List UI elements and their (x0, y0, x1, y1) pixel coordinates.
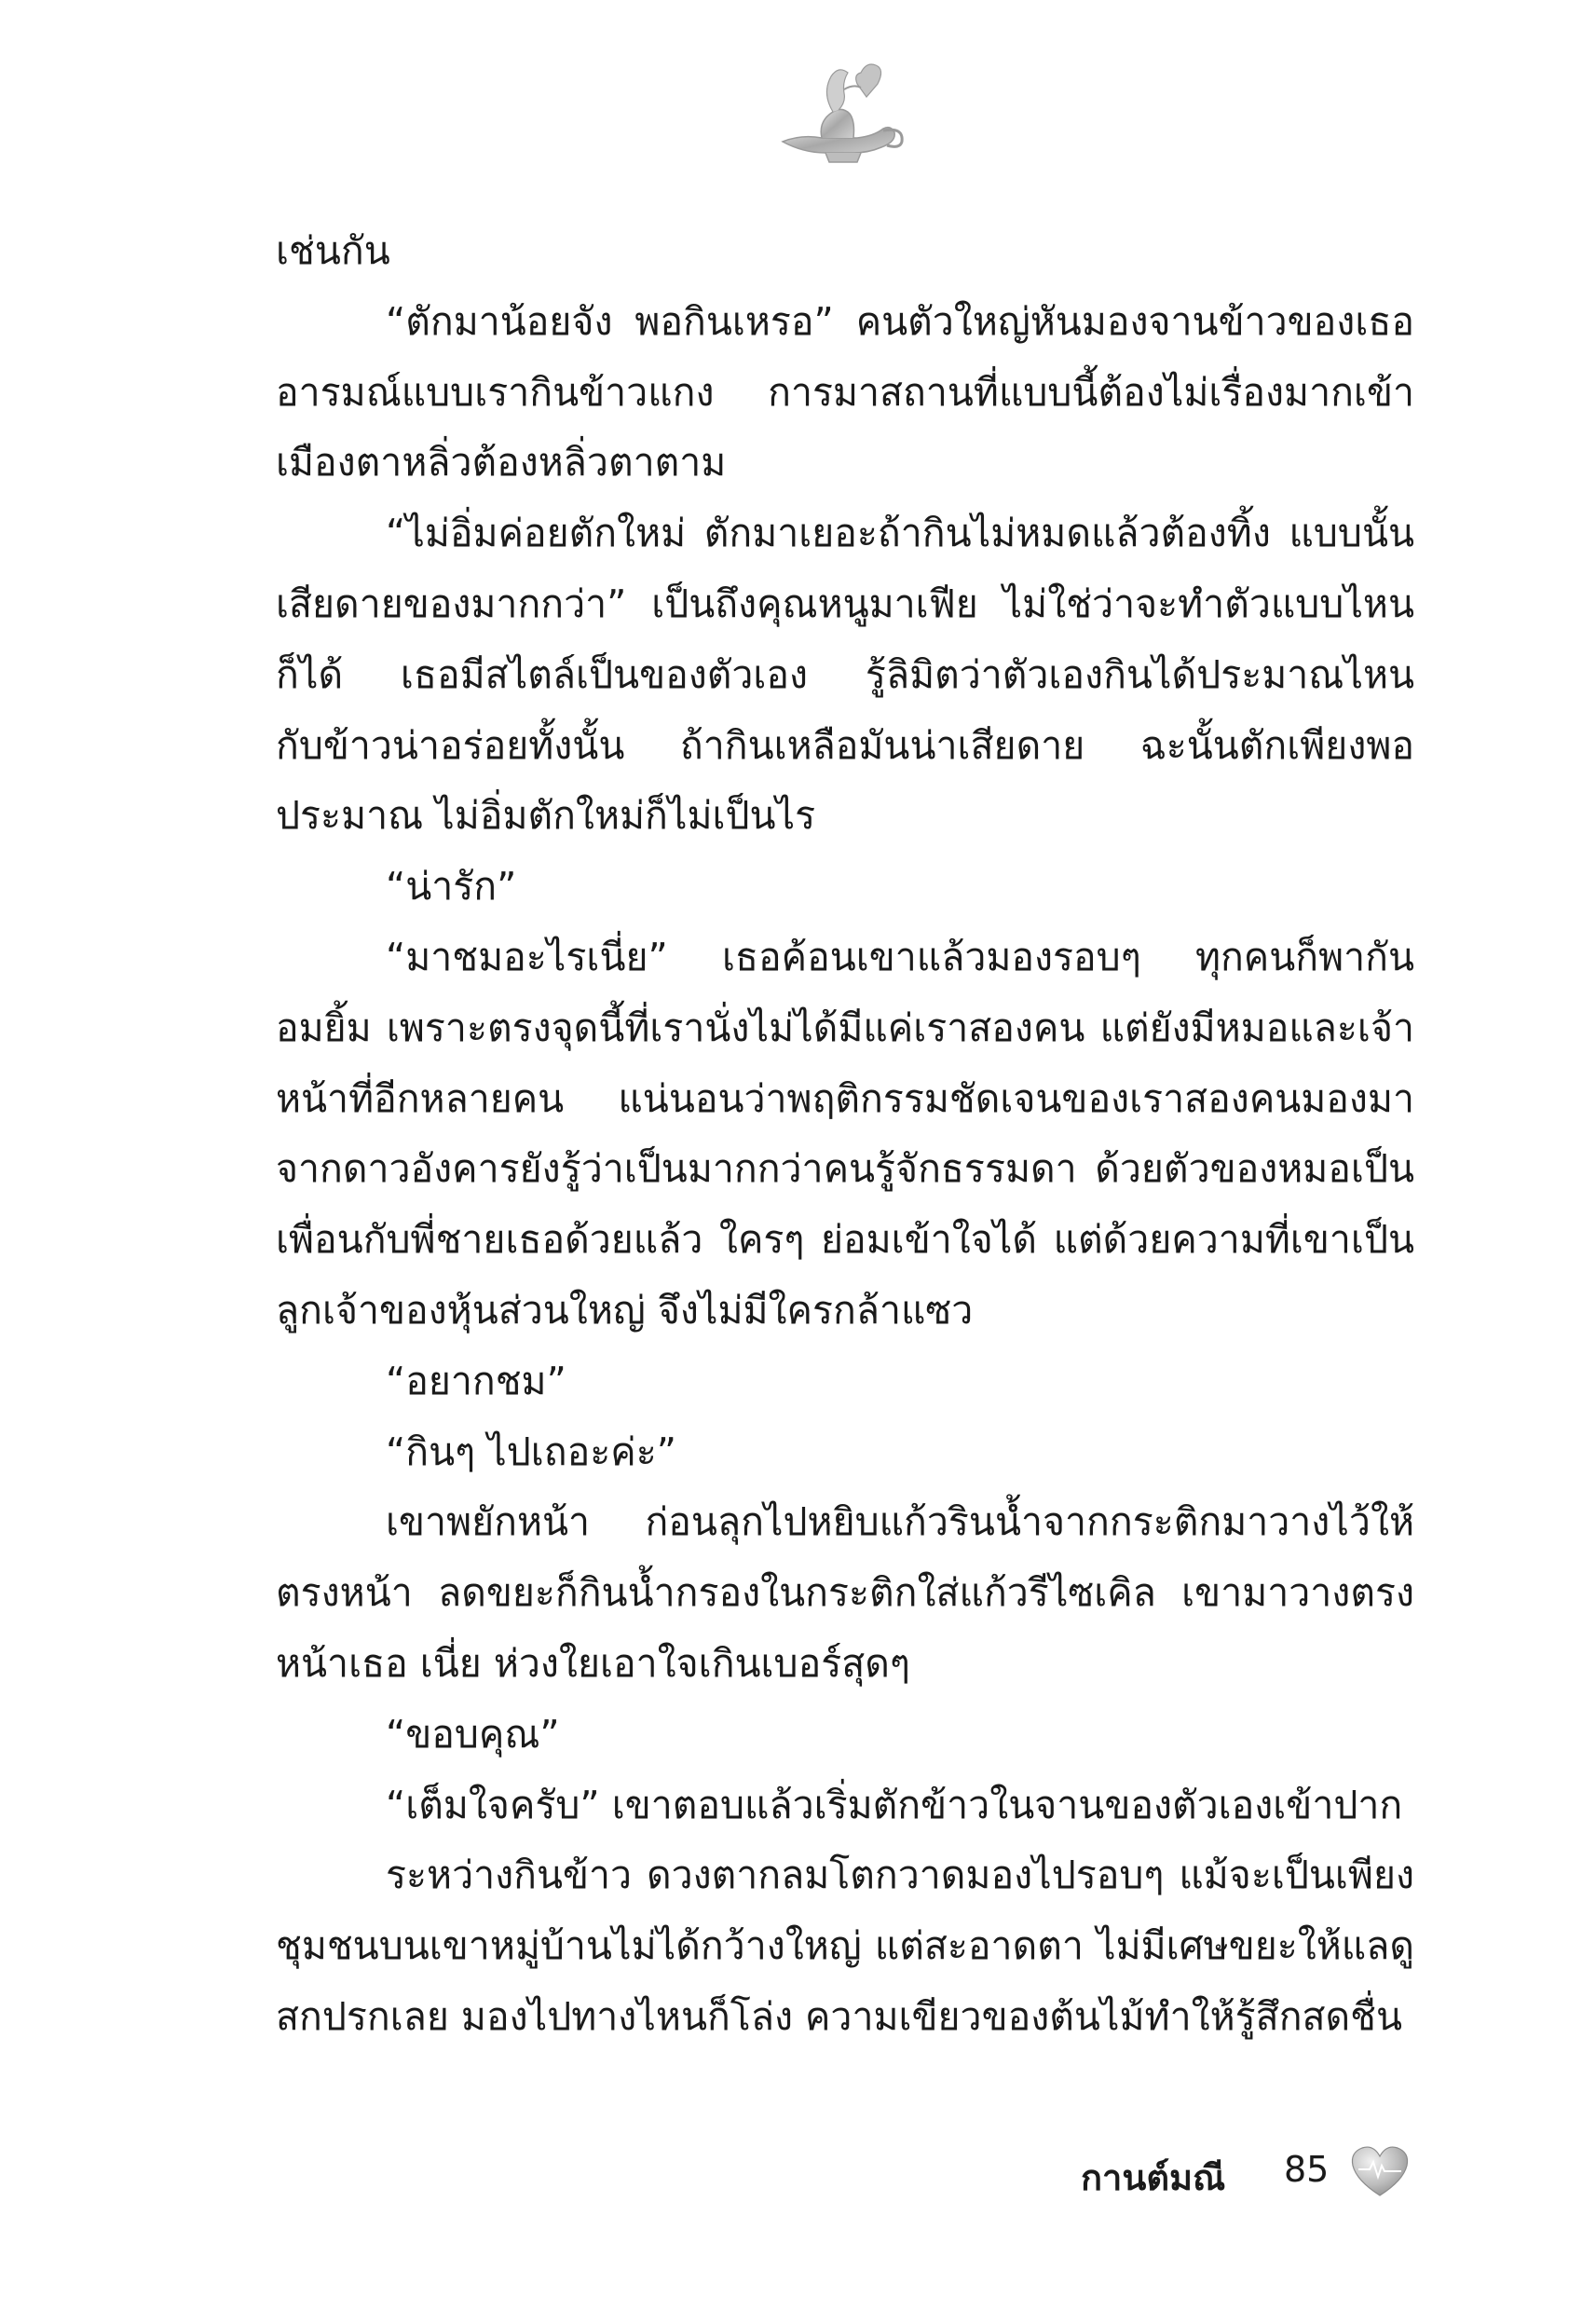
paragraph: เช่นกัน (276, 228, 390, 273)
paragraph: “มาชมอะไรเนี่ย” เธอค้อนเขาแล้วมองรอบๆ ทุกคนก็พากันอมยิ้ม เพราะตรงจุดนี้ที่เรานั่งไม่ได้มีแค่เราสองคน แต่ยังมีหมอและเจ้าหน้าที่อีกหลายคน แน่นอนว่าพฤติกรรมชัดเจนของเราสองคนมองมาจากดาวอังคารยังรู้ว่าเป็นมากกว่าคนรู้จักธรรมดา ด้วยตัวของหมอเป็นเพื่อนกับพี่ชายเธอด้วยแล้ว ใครๆ ย่อมเข้าใจได้ แต่ด้วยความที่เขาเป็นลูกเจ้าของหุ้นส่วนใหญ่ จึงไม่มีใครกล้าแซว (276, 934, 1414, 1333)
page-number: 85 (1284, 2149, 1330, 2190)
paragraph: “เต็มใจครับ” เขาตอบแล้วเริ่มตักข้าวในจานของตัวเองเข้าปาก (386, 1782, 1403, 1827)
teapot-logo-icon (764, 56, 913, 168)
paragraph: ระหว่างกินข้าว ดวงตากลมโตกวาดมองไปรอบๆ แม้จะเป็นเพียงชุมชนบนเขาหมู่บ้านไม่ได้กว้างใหญ่ แต่สะอาดตา ไม่มีเศษขยะให้แลดูสกปรกเลย มองไปทางไหนก็โล่ง ความเขียวของต้นไม้ทำให้รู้สึกสดชื่น (276, 1853, 1414, 2039)
paragraph: “กินๆ ไปเถอะค่ะ” (386, 1429, 676, 1474)
paragraph: “อยากชม” (386, 1358, 566, 1403)
paragraph: เขาพยักหน้า ก่อนลุกไปหยิบแก้วรินน้ำจากกระติกมาวางไว้ให้ตรงหน้า ลดขยะก็กินน้ำกรองในกระติกใส่แก้วรีไซเคิล เขามาวางตรงหน้าเธอ เนี่ย ห่วงใยเอาใจเกินเบอร์สุดๆ (276, 1499, 1414, 1686)
book-title: กานต์มณี (1081, 2157, 1226, 2198)
heart-pulse-icon (1349, 2143, 1411, 2197)
paragraph: “ขอบคุณ” (386, 1711, 560, 1757)
paragraph: “น่ารัก” (386, 864, 517, 909)
paragraph: “ไม่อิ่มค่อยตักใหม่ ตักมาเยอะถ้ากินไม่หมดแล้วต้องทิ้ง แบบนั้นเสียดายของมากกว่า” เป็นถึงคุณหนูมาเฟีย ไม่ใช่ว่าจะทำตัวแบบไหนก็ได้ เธอมีสไตล์เป็นของตัวเอง รู้ลิมิตว่าตัวเองกินได้ประมาณไหนกับข้าวน่าอร่อยทั้งนั้น ถ้ากินเหลือมันน่าเสียดาย ฉะนั้นตักเพียงพอประมาณ ไม่อิ่มตักใหม่ก็ไม่เป็นไร (276, 511, 1414, 839)
paragraph: “ตักมาน้อยจัง พอกินเหรอ” คนตัวใหญ่หันมองจานข้าวของเธออารมณ์แบบเรากินข้าวแกง การมาสถานที่แบบนี้ต้องไม่เรื่องมากเข้าเมืองตาหลิ่วต้องหลิ่วตาตาม (276, 298, 1414, 485)
body-text (276, 216, 1414, 2053)
page-footer (1081, 2143, 1416, 2199)
